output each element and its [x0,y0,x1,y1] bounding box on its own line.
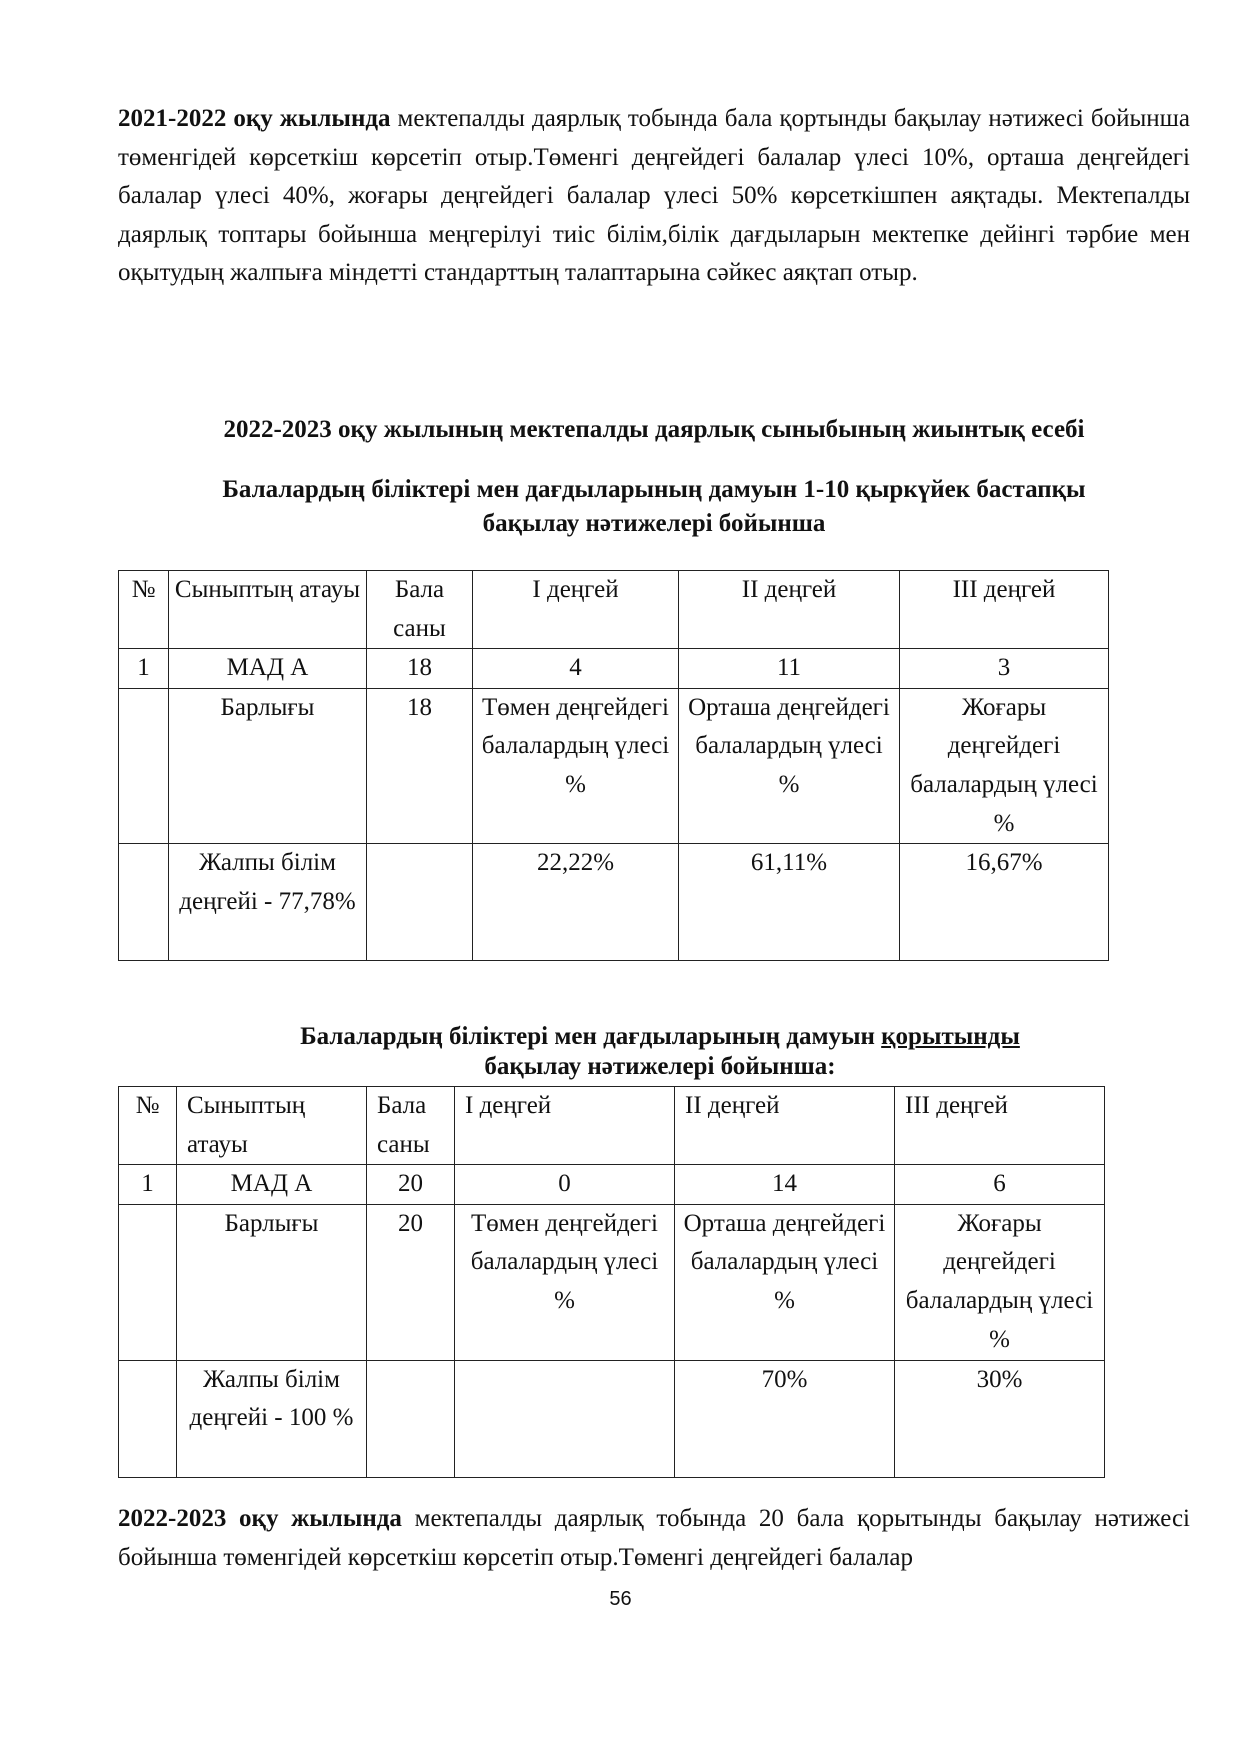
table2-title-line2: бақылау нәтижелері бойынша: [484,1053,836,1080]
final-assessment-table [118,1086,1105,1478]
cell-level3-desc: Жоғары деңгейдегі балалардың үлесі % [895,1204,1105,1360]
cell-level1-desc: Төмен деңгейдегі балалардың үлесі % [455,1204,675,1360]
cell-level1-desc: Төмен деңгейдегі балалардың үлесі % [473,688,679,843]
cell-count: 18 [367,649,473,689]
table2-title-prefix: Балалардың біліктері мен дағдыларының дамуын [300,1023,882,1050]
cell-count: 20 [367,1165,455,1205]
header-level1: I деңгей [455,1087,675,1165]
table-row [119,1204,1105,1360]
cell-empty [367,1360,455,1477]
cell-class-name: МАД А [177,1165,367,1205]
table-row [119,649,1109,689]
cell-num: 1 [119,1165,177,1205]
cell-total-count: 20 [367,1204,455,1360]
cell-level2: 14 [675,1165,895,1205]
header-level1: I деңгей [473,571,679,649]
cell-level3: 3 [900,649,1109,689]
table2-title-line1 [130,1022,1190,1052]
intro-paragraph-bold: 2021-2022 оқу жылында [118,105,391,132]
cell-empty [119,1204,177,1360]
section-title: 2022-2023 оқу жылының мектепалды даярлық сыныбының жиынтық есебі [223,416,1085,443]
cell-level3-desc: Жоғары деңгейдегі балалардың үлесі % [900,688,1109,843]
cell-num: 1 [119,649,169,689]
table-row [119,571,1109,649]
initial-assessment-table [118,570,1109,961]
cell-empty [119,844,169,961]
cell-level1: 4 [473,649,679,689]
cell-total-count: 18 [367,688,473,843]
header-level3: III деңгей [895,1087,1105,1165]
header-level3: III деңгей [900,571,1109,649]
cell-total-label: Барлығы [177,1204,367,1360]
page-number: 56 [609,1588,632,1610]
cell-overall-level: Жалпы білім деңгейі - 100 % [177,1360,367,1477]
header-count: Бала саны [367,571,473,649]
cell-level2-percent: 70% [675,1360,895,1477]
table1-title [118,473,1190,541]
header-class-name: Сыныптың атауы [177,1087,367,1165]
header-level2: II деңгей [679,571,900,649]
header-count: Бала саны [367,1087,455,1165]
table-row [119,1087,1105,1165]
cell-level2-percent: 61,11% [679,844,900,961]
cell-overall-level: Жалпы білім деңгейі - 77,78% [169,844,367,961]
header-num: № [119,1087,177,1165]
cell-level3-percent: 16,67% [900,844,1109,961]
table1-title-line1: Балалардың біліктері мен дағдыларының дамуын 1-10 қыркүйек бастапқы [222,476,1086,503]
table-row [119,1165,1105,1205]
intro-paragraph [118,100,1190,293]
summary-paragraph [118,1500,1190,1577]
table-row [119,688,1109,843]
intro-paragraph-text: мектепалды даярлық тобында бала қортынды бақылау нәтижесі бойынша төменгідей көрсеткіш көрсетіп отыр.Төменгі деңгейдегі балалар үлесі 10%, орташа деңгейдегі балалар үлесі 40%, жоғары деңгейдегі балалар үлесі 50% көрсеткішпен аяқтады. Мектепалды даярлық топтары бойынша меңгерілуі тиіс білім,білік дағдыларын мектепке дейінгі тәрбие мен оқытудың жалпыға міндетті стандарттың талаптарына сәйкес аяқтап отыр. [118,105,1190,287]
cell-level3-percent: 30% [895,1360,1105,1477]
cell-empty [119,688,169,843]
cell-class-name: МАД А [169,649,367,689]
cell-level2: 11 [679,649,900,689]
table-row [119,844,1109,961]
summary-paragraph-text: мектепалды даярлық тобында 20 бала қорытынды бақылау нәтижесі бойынша төменгідей көрсеткіш көрсетіп отыр.Төменгі деңгейдегі балалар [118,1505,1190,1571]
cell-level2-desc: Орташа деңгейдегі балалардың үлесі % [679,688,900,843]
cell-level1-percent: 22,22% [473,844,679,961]
header-num: № [119,571,169,649]
table2-title-underlined: қорытынды [881,1023,1020,1050]
header-class-name: Сыныптың атауы [169,571,367,649]
cell-empty [367,844,473,961]
cell-total-label: Барлығы [169,688,367,843]
cell-level1-percent [455,1360,675,1477]
cell-level1: 0 [455,1165,675,1205]
cell-empty [119,1360,177,1477]
table-row [119,1360,1105,1477]
header-level2: II деңгей [675,1087,895,1165]
cell-level3: 6 [895,1165,1105,1205]
table2-title [130,1022,1190,1082]
table1-title-line2: бақылау нәтижелері бойынша [482,510,826,537]
summary-paragraph-bold: 2022-2023 оқу жылында [118,1505,402,1532]
cell-level2-desc: Орташа деңгейдегі балалардың үлесі % [675,1204,895,1360]
